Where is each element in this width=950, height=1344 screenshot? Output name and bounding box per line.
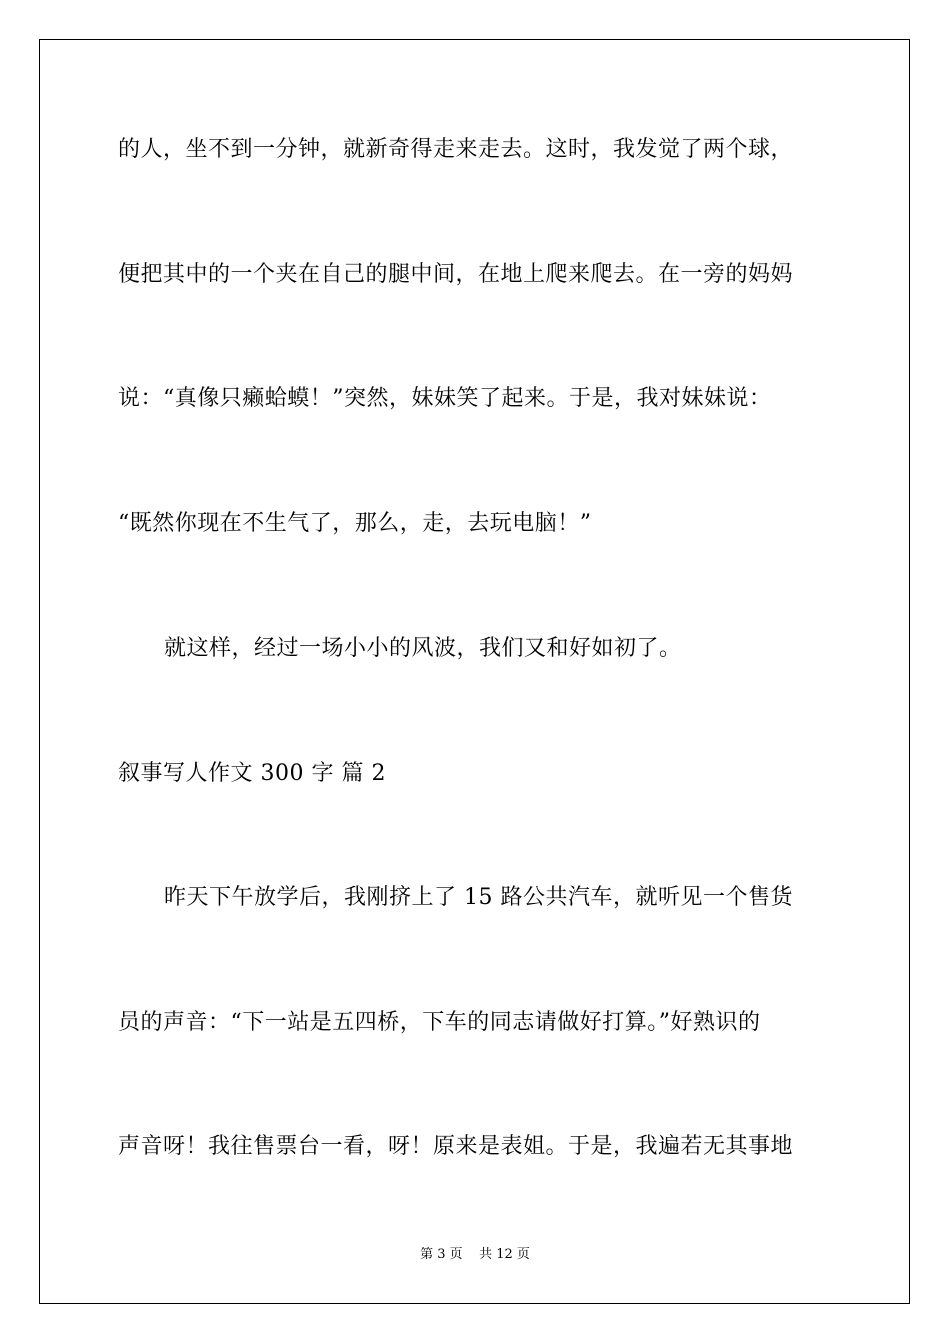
page-border — [39, 39, 910, 1304]
text-line: 员的声音：“下一站是五四桥，下车的同志请做好打算。”好熟识的 — [118, 1010, 761, 1035]
text-line: “既然你现在不生气了，那么，走，去玩电脑！” — [118, 511, 592, 536]
text-line: 便把其中的一个夹在自己的腿中间，在地上爬来爬去。在一旁的妈妈 — [118, 262, 794, 287]
text-line: 说：“真像只癞蛤蟆！”突然，妹妹笑了起来。于是，我对妹妹说： — [118, 386, 772, 411]
text-line: 声音呀！我往售票台一看，呀！原来是表姐。于是，我遍若无其事地 — [118, 1134, 794, 1159]
section-heading: 叙事写人作文 300 字 篇 2 — [118, 761, 386, 786]
text-line: 的人，坐不到一分钟，就新奇得走来走去。这时，我发觉了两个球， — [118, 137, 794, 162]
paragraph-line: 就这样，经过一场小小的风波，我们又和好如初了。 — [164, 636, 682, 661]
page-number-footer: 第 3 页 共 12 页 — [420, 1247, 530, 1262]
paragraph-line: 昨天下午放学后，我刚挤上了 15 路公共汽车，就听见一个售货 — [164, 885, 793, 910]
